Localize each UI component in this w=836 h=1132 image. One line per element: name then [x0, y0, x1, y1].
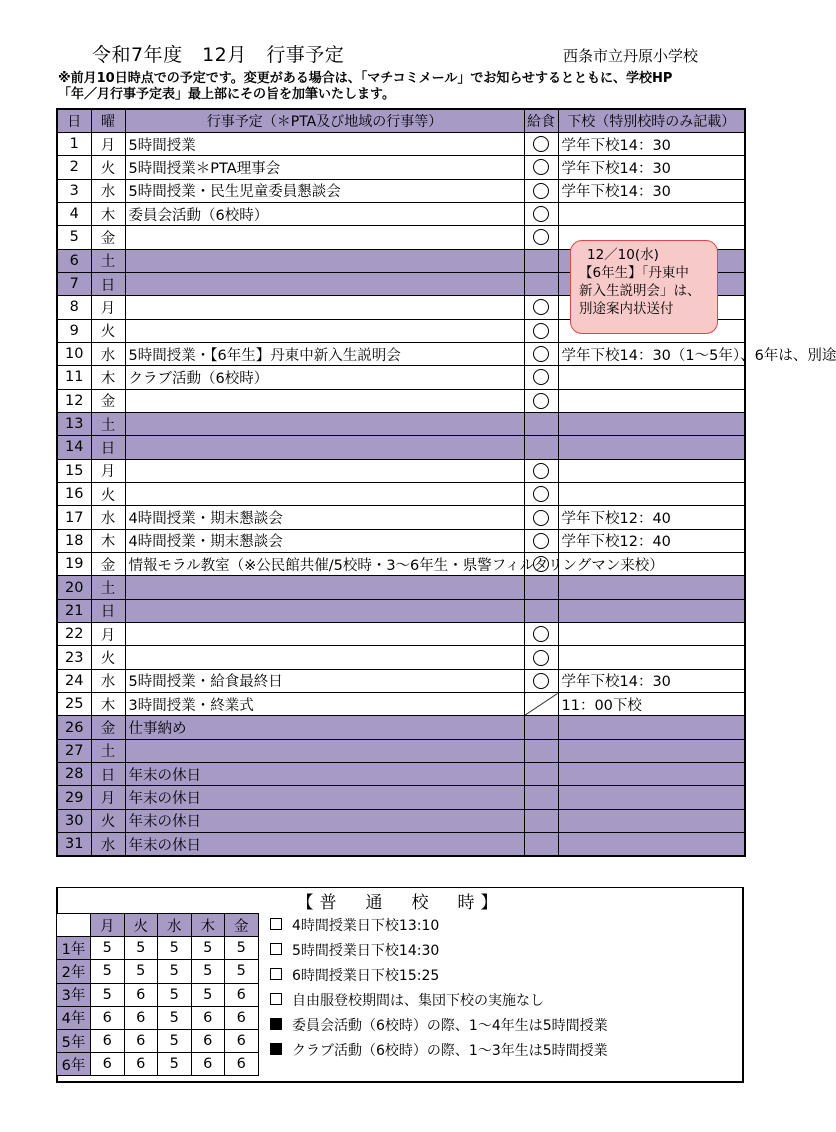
table-row	[57, 436, 745, 459]
schedule-weekday-header: 金	[225, 914, 259, 937]
weekday-cell: 木	[91, 366, 125, 389]
event-cell: 年末の休日	[125, 809, 524, 832]
callout-note	[570, 240, 718, 334]
event-cell: 5時間授業＊PTA理事会	[125, 156, 524, 179]
lunch-circle-icon	[533, 393, 549, 409]
header-weekday: 曜	[91, 109, 125, 132]
dismissal-cell: 学年下校14：30	[558, 669, 745, 692]
lunch-circle-icon	[533, 323, 549, 339]
schedule-note-text: 6時間授業日下校15:25	[292, 968, 440, 984]
callout-line-1: 12／10(水)	[587, 247, 659, 263]
normal-schedule-section	[56, 887, 744, 1083]
page-title: 令和7年度 12月 行事予定	[92, 44, 345, 66]
dismissal-cell	[558, 833, 745, 856]
weekday-cell: 木	[91, 202, 125, 225]
day-cell: 29	[57, 786, 91, 809]
lunch-cell	[524, 389, 558, 412]
event-cell	[125, 459, 524, 482]
lunch-cell	[524, 319, 558, 342]
dismissal-cell: 学年下校14：30（1～5年）、6年は、別途	[558, 342, 745, 365]
weekday-cell: 木	[91, 693, 125, 716]
dismissal-cell	[558, 809, 745, 832]
grade-label: 3年	[57, 983, 91, 1006]
schedule-weekday-header: 月	[91, 914, 125, 937]
schedule-row	[57, 983, 259, 1006]
grade-label: 6年	[57, 1053, 91, 1076]
lunch-cell	[524, 296, 558, 319]
schedule-note	[270, 1014, 608, 1039]
period-count-cell: 5	[158, 1029, 192, 1052]
dismissal-cell	[558, 366, 745, 389]
weekday-cell: 土	[91, 739, 125, 762]
schedule-weekday-header: 水	[158, 914, 192, 937]
period-count-cell: 6	[91, 1029, 125, 1052]
weekday-cell: 水	[91, 669, 125, 692]
weekday-cell: 金	[91, 553, 125, 576]
table-row	[57, 506, 745, 529]
weekday-cell: 土	[91, 412, 125, 435]
period-count-cell: 6	[124, 983, 158, 1006]
lunch-cell	[524, 716, 558, 739]
lunch-cell	[524, 646, 558, 669]
day-cell: 17	[57, 506, 91, 529]
normal-schedule-title: 【普 通 校 時】	[296, 893, 504, 913]
weekday-cell: 月	[91, 786, 125, 809]
schedule-notes	[270, 914, 608, 1064]
period-count-cell: 6	[225, 1006, 259, 1029]
schedule-note-text: 5時間授業日下校14:30	[292, 943, 440, 959]
dismissal-cell	[558, 786, 745, 809]
day-cell: 19	[57, 553, 91, 576]
table-row	[57, 739, 745, 762]
table-row	[57, 132, 745, 155]
weekday-cell: 月	[91, 132, 125, 155]
day-cell: 11	[57, 366, 91, 389]
period-count-cell: 5	[158, 983, 192, 1006]
event-cell: 仕事納め	[125, 716, 524, 739]
lunch-cell	[524, 436, 558, 459]
notice-line-1: ※前月10日時点での予定です。変更がある場合は、「マチコミメール」でお知らせするとともに、学校HP	[58, 71, 673, 86]
weekday-cell: 火	[91, 809, 125, 832]
weekday-cell: 木	[91, 529, 125, 552]
dismissal-cell	[558, 763, 745, 786]
period-count-cell: 6	[191, 1006, 225, 1029]
day-cell: 12	[57, 389, 91, 412]
lunch-cell	[524, 483, 558, 506]
period-count-cell: 5	[225, 937, 259, 960]
day-cell: 24	[57, 669, 91, 692]
table-row	[57, 693, 745, 716]
table-row	[57, 342, 745, 365]
schedule-note-text: 4時間授業日下校13:10	[292, 918, 440, 934]
event-cell: 5時間授業・【6年生】丹東中新入生説明会	[125, 342, 524, 365]
schedule-note	[270, 1039, 608, 1064]
table-row	[57, 599, 745, 622]
notice-line-2: 「年／月行事予定表」最上部にその旨を加筆いたします。	[58, 87, 395, 102]
callout-line-3: 新入生説明会」は、	[579, 283, 701, 299]
filled-square-icon	[270, 1043, 282, 1055]
dismissal-cell	[558, 202, 745, 225]
table-row	[57, 366, 745, 389]
day-cell: 4	[57, 202, 91, 225]
normal-schedule-table	[56, 913, 259, 1076]
event-calendar-table	[56, 108, 836, 857]
table-row	[57, 623, 745, 646]
period-count-cell: 6	[191, 1029, 225, 1052]
schedule-note-text: クラブ活動（6校時）の際、1～3年生は5時間授業	[292, 1043, 608, 1059]
event-cell: 5時間授業・給食最終日	[125, 669, 524, 692]
lunch-circle-icon	[533, 650, 549, 666]
open-square-icon	[270, 918, 282, 930]
lunch-circle-icon	[533, 486, 549, 502]
day-cell: 8	[57, 296, 91, 319]
filled-square-icon	[270, 1018, 282, 1030]
weekday-cell: 水	[91, 833, 125, 856]
event-cell: 情報モラル教室（※公民館共催/5校時・3～6年生・県警フィルタリングマン来校）	[125, 553, 524, 576]
day-cell: 30	[57, 809, 91, 832]
schedule-note	[270, 939, 608, 964]
dismissal-cell: 学年下校14：30	[558, 132, 745, 155]
lunch-cell	[524, 226, 558, 249]
lunch-cell	[524, 599, 558, 622]
grade-label: 2年	[57, 960, 91, 983]
weekday-cell: 水	[91, 506, 125, 529]
lunch-cell	[524, 342, 558, 365]
lunch-circle-icon	[533, 229, 549, 245]
lunch-circle-icon	[533, 159, 549, 175]
period-count-cell: 6	[225, 1053, 259, 1076]
open-square-icon	[270, 968, 282, 980]
schedule-row	[57, 960, 259, 983]
period-count-cell: 6	[124, 1006, 158, 1029]
day-cell: 26	[57, 716, 91, 739]
lunch-cell	[524, 529, 558, 552]
table-row	[57, 716, 745, 739]
schedule-weekday-header: 火	[124, 914, 158, 937]
event-cell	[125, 483, 524, 506]
period-count-cell: 5	[91, 960, 125, 983]
lunch-circle-icon	[533, 673, 549, 689]
event-cell: 4時間授業・期末懇談会	[125, 506, 524, 529]
table-row	[57, 179, 745, 202]
grade-label: 5年	[57, 1029, 91, 1052]
period-count-cell: 5	[158, 1006, 192, 1029]
schedule-note	[270, 989, 608, 1014]
period-count-cell: 6	[91, 1053, 125, 1076]
event-cell	[125, 576, 524, 599]
lunch-circle-icon	[533, 510, 549, 526]
period-count-cell: 5	[124, 960, 158, 983]
lunch-cell	[524, 459, 558, 482]
dismissal-cell	[558, 599, 745, 622]
lunch-cell	[524, 506, 558, 529]
table-row	[57, 669, 745, 692]
period-count-cell: 5	[158, 937, 192, 960]
schedule-note-text: 自由服登校期間は、集団下校の実施なし	[292, 993, 544, 1009]
period-count-cell: 6	[124, 1053, 158, 1076]
table-row	[57, 389, 745, 412]
header-day: 日	[57, 109, 91, 132]
lunch-circle-icon	[533, 299, 549, 315]
weekday-cell: 金	[91, 716, 125, 739]
event-cell	[125, 646, 524, 669]
table-row	[57, 809, 745, 832]
day-cell: 31	[57, 833, 91, 856]
weekday-cell: 水	[91, 179, 125, 202]
day-cell: 20	[57, 576, 91, 599]
lunch-cell	[524, 739, 558, 762]
day-cell: 6	[57, 249, 91, 272]
day-cell: 13	[57, 412, 91, 435]
schedule-header-row	[57, 914, 259, 937]
lunch-slash-cell	[524, 693, 558, 716]
lunch-circle-icon	[533, 346, 549, 362]
weekday-cell: 火	[91, 156, 125, 179]
weekday-cell: 月	[91, 623, 125, 646]
schedule-row	[57, 937, 259, 960]
lunch-cell	[524, 763, 558, 786]
schedule-note-text: 委員会活動（6校時）の際、1～4年生は5時間授業	[292, 1018, 608, 1034]
period-count-cell: 5	[191, 937, 225, 960]
period-count-cell: 6	[91, 1006, 125, 1029]
table-row	[57, 156, 745, 179]
dismissal-cell	[558, 623, 745, 646]
dismissal-cell	[558, 646, 745, 669]
header-event: 行事予定（＊PTA及び地域の行事等）	[125, 109, 524, 132]
event-cell: 年末の休日	[125, 763, 524, 786]
open-square-icon	[270, 993, 282, 1005]
dismissal-cell	[558, 389, 745, 412]
lunch-circle-icon	[533, 369, 549, 385]
event-cell: 年末の休日	[125, 833, 524, 856]
weekday-cell: 月	[91, 459, 125, 482]
table-row	[57, 202, 745, 225]
day-cell: 15	[57, 459, 91, 482]
schedule-row	[57, 1053, 259, 1076]
weekday-cell: 火	[91, 319, 125, 342]
lunch-cell	[524, 366, 558, 389]
period-count-cell: 5	[225, 960, 259, 983]
day-cell: 3	[57, 179, 91, 202]
event-cell: 5時間授業	[125, 132, 524, 155]
lunch-circle-icon	[533, 556, 549, 572]
weekday-cell: 日	[91, 436, 125, 459]
event-cell	[125, 296, 524, 319]
dismissal-cell	[558, 716, 745, 739]
event-cell	[125, 319, 524, 342]
weekday-cell: 金	[91, 226, 125, 249]
period-count-cell: 5	[124, 937, 158, 960]
day-cell: 9	[57, 319, 91, 342]
event-cell	[125, 623, 524, 646]
event-cell: 委員会活動（6校時）	[125, 202, 524, 225]
schedule-corner-cell	[57, 914, 91, 937]
event-cell: 3時間授業・終業式	[125, 693, 524, 716]
day-cell: 7	[57, 272, 91, 295]
event-cell: 5時間授業・民生児童委員懇談会	[125, 179, 524, 202]
event-cell	[125, 272, 524, 295]
lunch-circle-icon	[533, 626, 549, 642]
lunch-cell	[524, 272, 558, 295]
schedule-row	[57, 1029, 259, 1052]
schedule-note	[270, 964, 608, 989]
day-cell: 14	[57, 436, 91, 459]
day-cell: 25	[57, 693, 91, 716]
period-count-cell: 6	[124, 1029, 158, 1052]
lunch-cell	[524, 179, 558, 202]
callout-line-2: 【6年生】「丹東中	[579, 265, 689, 281]
dismissal-cell	[558, 436, 745, 459]
day-cell: 28	[57, 763, 91, 786]
lunch-circle-icon	[533, 463, 549, 479]
day-cell: 22	[57, 623, 91, 646]
period-count-cell: 5	[191, 983, 225, 1006]
event-cell	[125, 249, 524, 272]
lunch-cell	[524, 249, 558, 272]
lunch-cell	[524, 786, 558, 809]
schedule-weekday-header: 木	[191, 914, 225, 937]
weekday-cell: 土	[91, 249, 125, 272]
grade-label: 1年	[57, 937, 91, 960]
table-row	[57, 483, 745, 506]
dismissal-cell: 学年下校12：40	[558, 506, 745, 529]
weekday-cell: 水	[91, 342, 125, 365]
lunch-cell	[524, 623, 558, 646]
weekday-cell: 火	[91, 483, 125, 506]
day-cell: 1	[57, 132, 91, 155]
header-lunch: 給食	[524, 109, 558, 132]
dismissal-cell	[558, 459, 745, 482]
weekday-cell: 土	[91, 576, 125, 599]
day-cell: 18	[57, 529, 91, 552]
weekday-cell: 火	[91, 646, 125, 669]
callout-line-4: 別途案内状送付	[579, 301, 674, 317]
day-cell: 5	[57, 226, 91, 249]
period-count-cell: 6	[225, 1029, 259, 1052]
dismissal-cell	[558, 483, 745, 506]
lunch-cell	[524, 132, 558, 155]
lunch-cell	[524, 809, 558, 832]
lunch-cell	[524, 833, 558, 856]
school-name: 西条市立丹原小学校	[563, 47, 699, 65]
event-cell	[125, 389, 524, 412]
event-cell	[125, 739, 524, 762]
open-square-icon	[270, 943, 282, 955]
schedule-row	[57, 1006, 259, 1029]
lunch-circle-icon	[533, 206, 549, 222]
period-count-cell: 6	[191, 1053, 225, 1076]
dismissal-cell: 学年下校14：30	[558, 156, 745, 179]
weekday-cell: 日	[91, 763, 125, 786]
period-count-cell: 5	[158, 1053, 192, 1076]
period-count-cell: 5	[158, 960, 192, 983]
notice	[58, 71, 672, 103]
table-row	[57, 529, 745, 552]
dismissal-cell: 学年下校12：40	[558, 529, 745, 552]
period-count-cell: 5	[91, 937, 125, 960]
event-cell	[125, 436, 524, 459]
table-row	[57, 833, 745, 856]
weekday-cell: 日	[91, 272, 125, 295]
event-cell: 4時間授業・期末懇談会	[125, 529, 524, 552]
lunch-circle-icon	[533, 136, 549, 152]
dismissal-cell: 11：00下校	[558, 693, 745, 716]
table-row	[57, 412, 745, 435]
table-row	[57, 459, 745, 482]
dismissal-cell	[558, 576, 745, 599]
table-row	[57, 786, 745, 809]
dismissal-cell	[558, 739, 745, 762]
weekday-cell: 月	[91, 296, 125, 319]
header-dismissal: 下校（特別校時のみ記載）	[558, 109, 745, 132]
day-cell: 27	[57, 739, 91, 762]
dismissal-cell: 学年下校14：30	[558, 179, 745, 202]
period-count-cell: 5	[91, 983, 125, 1006]
lunch-circle-icon	[533, 183, 549, 199]
lunch-cell	[524, 156, 558, 179]
table-row	[57, 763, 745, 786]
table-row	[57, 553, 745, 576]
grade-label: 4年	[57, 1006, 91, 1029]
lunch-cell	[524, 202, 558, 225]
weekday-cell: 日	[91, 599, 125, 622]
event-cell	[125, 599, 524, 622]
weekday-cell: 金	[91, 389, 125, 412]
lunch-cell	[524, 669, 558, 692]
lunch-circle-icon	[533, 533, 549, 549]
event-cell: 年末の休日	[125, 786, 524, 809]
day-cell: 16	[57, 483, 91, 506]
table-row	[57, 646, 745, 669]
table-row	[57, 576, 745, 599]
period-count-cell: 6	[225, 983, 259, 1006]
schedule-note	[270, 914, 608, 939]
lunch-cell	[524, 412, 558, 435]
day-cell: 2	[57, 156, 91, 179]
period-count-cell: 5	[191, 960, 225, 983]
lunch-cell	[524, 576, 558, 599]
dismissal-cell	[558, 412, 745, 435]
event-cell: クラブ活動（6校時）	[125, 366, 524, 389]
day-cell: 23	[57, 646, 91, 669]
table-header-row	[57, 109, 745, 132]
event-cell	[125, 226, 524, 249]
event-cell	[125, 412, 524, 435]
day-cell: 10	[57, 342, 91, 365]
day-cell: 21	[57, 599, 91, 622]
